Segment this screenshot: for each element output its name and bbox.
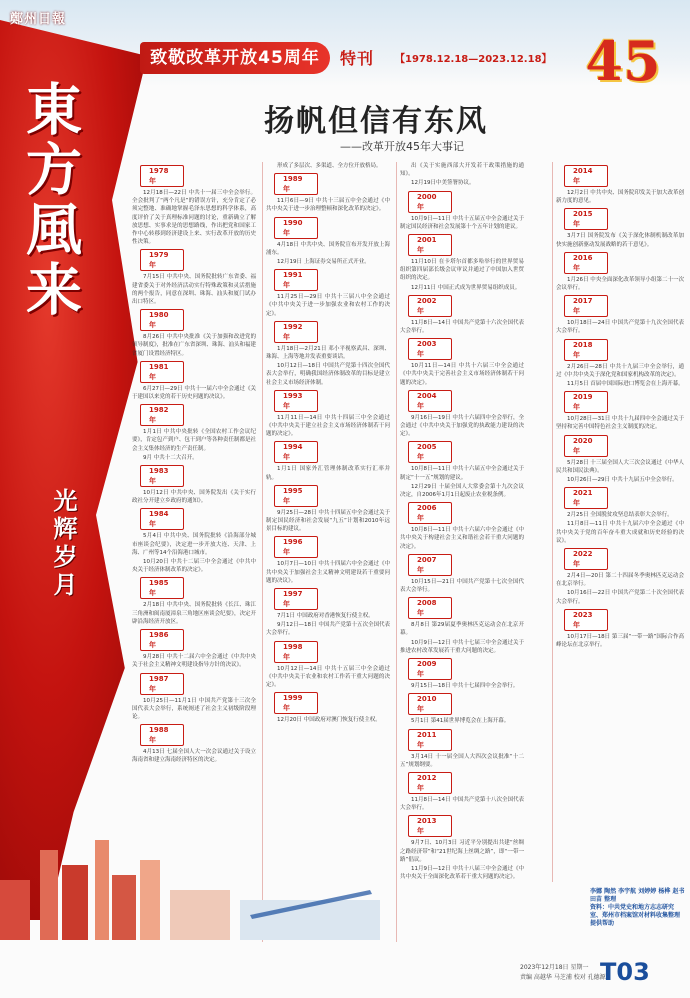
timeline-entry-text: 2月18日 中共中央、国务院批转《长江、珠江三角洲和闽南厦漳泉三角地区座谈会纪要》，决定开辟沿海经济开放区。 bbox=[132, 602, 256, 625]
year-heading: 2007年 bbox=[408, 554, 452, 576]
year-heading: 2018年 bbox=[564, 339, 608, 361]
year-heading: 2000年 bbox=[408, 191, 452, 213]
timeline-entry-text: 5月1日 第41届世界博览会在上海开幕。 bbox=[411, 718, 510, 725]
year-heading: 1982年 bbox=[140, 404, 184, 426]
year-heading: 1988年 bbox=[140, 724, 184, 746]
timeline-entry-text: 9月25日—28日 中共十四届五中全会通过关于制定国民经济和社会发展“九五”计划和2010年远景目标的建议。 bbox=[266, 509, 390, 533]
year-heading: 1978年 bbox=[140, 165, 184, 187]
year-heading: 1990年 bbox=[274, 217, 318, 239]
anniversary-number: 45 bbox=[585, 29, 661, 93]
timeline-entry-text: 10月8日—11日 中共十六届六中全会通过《中共中央关于构建社会主义和谐社会若干重大问题的决定》。 bbox=[400, 527, 524, 550]
timeline-entry-text: 1月1日 国家外汇管理体制改革实行汇率并轨。 bbox=[266, 466, 390, 481]
timeline-entry-text: 10月9日—11日 中共十五届五中全会通过关于制定国民经济和社会发展第十个五年计划的建议。 bbox=[400, 215, 524, 230]
year-heading: 1999年 bbox=[274, 692, 318, 714]
year-heading: 1993年 bbox=[274, 390, 318, 412]
year-heading: 2011年 bbox=[408, 729, 452, 751]
timeline-entry-text: 8月26日 中共中央批准《关于加强和改进党的领导制度》，批准在广东省深圳、珠海、汕头和福建省厦门设置经济特区。 bbox=[132, 334, 256, 357]
timeline-entry-text: 10月12日 中共中央、国务院发出《关于实行政社分开建立乡政府的通知》。 bbox=[132, 490, 256, 505]
column-divider bbox=[396, 162, 397, 942]
timeline-entry-text: 6月27日—29日 中共十一届六中全会通过《关于建国以来党的若干历史问题的决议》。 bbox=[132, 385, 256, 401]
editor-line: 责编 高越华 马芝浦 校对 孔德源 bbox=[520, 974, 606, 981]
year-heading: 2001年 bbox=[408, 234, 452, 256]
timeline-entry-text: 7月1日 中国政府对香港恢复行使主权。 bbox=[277, 613, 374, 620]
year-heading: 2013年 bbox=[408, 815, 452, 837]
year-heading: 2012年 bbox=[408, 772, 452, 794]
timeline-entry-text: 11月11日—14日 中共十四届三中全会通过《中共中央关于建立社会主义市场经济体制若干问题的决定》。 bbox=[266, 414, 390, 438]
timeline-entry-text: 10月7日—10日 中共十四届六中全会通过《中共中央关于加强社会主义精神文明建设若干重要问题的决议》。 bbox=[266, 561, 390, 584]
year-heading: 2004年 bbox=[408, 390, 452, 412]
timeline-entry-text: 4月13日 七届全国人大一次会议通过关于设立海南省和建立海南经济特区的决定。 bbox=[132, 749, 256, 764]
year-heading: 2021年 bbox=[564, 487, 608, 509]
column-divider bbox=[552, 162, 553, 882]
year-heading: 2022年 bbox=[564, 548, 608, 570]
timeline-entry-text: 12月20日 中国政府对澳门恢复行使主权。 bbox=[277, 717, 381, 724]
year-heading: 2010年 bbox=[408, 693, 452, 715]
timeline-entry-text: 1月1日 中共中央批转《全国农村工作会议纪要》，肯定包产到户、包干到户等各种责任制都是社会主义集体经济的生产责任制。 bbox=[132, 429, 256, 452]
year-heading: 2016年 bbox=[564, 252, 608, 274]
credits-block bbox=[590, 888, 685, 928]
timeline-entry-text: 10月20日 中共十二届三中全会通过《中共中央关于经济体制改革的决定》。 bbox=[132, 559, 256, 574]
source-note: 资料：中共党史和地方志志研究室、郑州市档案馆对材料收集整理提供帮助 bbox=[590, 904, 681, 927]
timeline-entry-text: 10月16日—22日 中国共产党第二十次全国代表大会举行。 bbox=[556, 590, 684, 605]
year-heading: 2003年 bbox=[408, 338, 452, 360]
timeline-entry-text: 12月18日—22日 中共十一届三中全会举行。全会批判了“两个凡是”的错误方针，充分肯定了必须完整地、准确地掌握毛泽东思想的科学体系，高度评价了关于真理标准问题的讨论，重新确立了解放思想、实事求是的思想路线，作出把党和国家工作中心转移到经济建设上来、实行改革开放的历史性决策。 bbox=[132, 190, 256, 246]
year-heading: 1998年 bbox=[274, 641, 318, 663]
year-heading: 1991年 bbox=[274, 269, 318, 291]
timeline-entry-text: 10月9日—12日 中共十七届三中全会通过关于推进农村改革发展若干重大问题的决定。 bbox=[400, 639, 524, 654]
date-range: 【1978.12.18—2023.12.18】 bbox=[395, 54, 552, 65]
newspaper-masthead: 鄭州日報 bbox=[10, 12, 67, 27]
timeline-entry-text: 形成了多层次、多渠道、全方位开放格局。 bbox=[277, 163, 382, 169]
timeline-entry-text: 2月25日 全国脱贫攻坚总结表彰大会举行。 bbox=[567, 512, 673, 519]
year-heading: 2006年 bbox=[408, 502, 452, 524]
timeline-entry-text: 7月15日 中共中央、国务院批转广东省委、福建省委关于对外经济活动实行特殊政策和灵活措施的两个报告，同意在深圳、珠海、汕头和厦门试办出口特区。 bbox=[132, 274, 256, 306]
timeline-entry-text: 11月8日—11日 中共十九届六中全会通过《中共中央关于党的百年奋斗重大成就和历史经验的决议》。 bbox=[556, 521, 684, 544]
timeline-entry-text: 10月12日—14日 中共十五届三中全会通过《中共中央关于农业和农村工作若干重大问题的决定》。 bbox=[266, 665, 390, 689]
timeline-entry-text: 11月25日—29日 中共十三届八中全会通过《中共中央关于进一步加强农业和农村工作的决定》。 bbox=[266, 294, 390, 317]
timeline-entry-text: 10月25日—11月1日 中国共产党第十三次全国代表大会举行，系统阐述了社会主义初级阶段理论。 bbox=[132, 697, 256, 720]
timeline-entry-text: 9月12日—18日 中国共产党第十五次全国代表大会举行。 bbox=[266, 622, 390, 637]
timeline-entry-text: 11月10日 在卡塔尔首都多哈举行的世界贸易组织第四届部长级会议审议并通过了中国加入世贸组织的决定。 bbox=[400, 259, 524, 282]
column-name: 東方風来 bbox=[17, 80, 83, 320]
year-heading: 1979年 bbox=[140, 249, 184, 271]
year-heading: 2015年 bbox=[564, 208, 608, 230]
timeline-entry-text: 10月11日—14日 中共十六届三中全会通过《中共中央关于完善社会主义市场经济体制若干问题的决定》。 bbox=[400, 363, 524, 386]
year-heading: 2017年 bbox=[564, 295, 608, 317]
timeline-entry-text: 5月4日 中共中央、国务院批转《沿海部分城市座谈会纪要》，决定进一步开放大连、天津、上海、广州等14个沿海港口城市。 bbox=[132, 533, 256, 556]
article-title: 扬帆但信有东风 bbox=[264, 104, 488, 139]
year-heading: 1996年 bbox=[274, 536, 318, 558]
article-subtitle: ——改革开放45年大事记 bbox=[340, 140, 464, 153]
timeline-entry-text: 9月15日—18日 中共十七届四中全会举行。 bbox=[411, 683, 519, 690]
timeline-entry-text: 10月15日—21日 中国共产党第十七次全国代表大会举行。 bbox=[400, 578, 524, 594]
timeline-entry-text: 5月28日 十三届全国人大三次会议通过《中华人民共和国民法典》。 bbox=[556, 459, 684, 474]
timeline-entry-text: 1月26日 中央全面深化改革领导小组第二十一次会议举行。 bbox=[556, 276, 684, 292]
year-heading: 1986年 bbox=[140, 629, 184, 651]
timeline-entry-text: 11月6日—9日 中共十三届五中全会通过《中共中央关于进一步治理整顿和深化改革的决定》。 bbox=[266, 198, 390, 213]
year-heading: 1995年 bbox=[274, 485, 318, 507]
timeline-entry-text: 12月11日 中国正式成为世界贸易组织成员。 bbox=[411, 284, 521, 291]
timeline-entry-text: 9月7日、10月3日 习近平分别提出共建“丝绸之路经济带”和“21世纪海上丝绸之路”，即“一带一路”倡议。 bbox=[400, 840, 524, 863]
timeline-entry-text: 3月7日 国务院发布《关于深化体制机制改革加快实施创新驱动发展战略的若干意见》。 bbox=[556, 233, 684, 248]
timeline-entry-text: 9月16日—19日 中共十六届四中全会举行，全会通过《中共中央关于加强党的执政能力建设的决定》。 bbox=[400, 414, 524, 438]
timeline-entry-text: 4月18日 中共中央、国务院宣布开发开放上海浦东。 bbox=[266, 241, 390, 256]
year-heading: 1997年 bbox=[274, 588, 318, 610]
special-issue-label: 特刊 bbox=[340, 49, 375, 68]
timeline-entry-text: 11月8日—14日 中国共产党第十八次全国代表大会举行。 bbox=[400, 796, 524, 812]
timeline-entry-text: 11月5日 首届中国国际进口博览会在上海开幕。 bbox=[567, 381, 684, 388]
city-skyline-illustration bbox=[0, 820, 380, 940]
year-heading: 1984年 bbox=[140, 508, 184, 530]
year-heading: 1987年 bbox=[140, 673, 184, 695]
timeline-entry-text: 12月19日 上海证券交易所正式开业。 bbox=[277, 259, 370, 266]
timeline-entry-text: 10月17日—18日 第三届“一带一路”国际合作高峰论坛在北京举行。 bbox=[556, 633, 684, 649]
timeline-entry-text: 10月8日—11日 中共十六届五中全会通过关于制定“十一五”规划的建议。 bbox=[400, 466, 524, 481]
sub-column-name: 光辉岁月 bbox=[49, 488, 78, 600]
year-heading: 1983年 bbox=[140, 465, 184, 487]
timeline-entry-text: 3月14日 十一届全国人大四次会议批准“十二五”规划纲要。 bbox=[400, 753, 524, 768]
timeline-entry-text: 10月28日—31日 中共十九届四中全会通过关于坚持和完善中国特色社会主义制度的决定。 bbox=[556, 416, 684, 431]
issue-date: 2023年12月18日 星期一 bbox=[520, 964, 589, 971]
year-heading: 1992年 bbox=[274, 321, 318, 343]
timeline-entry-text: 11月9日—12日 中共十八届三中全会通过《中共中央关于全面深化改革若干重大问题的决定》。 bbox=[400, 865, 524, 881]
timeline-entry-text: 2月4日—20日 第二十四届冬季奥林匹克运动会在北京举行。 bbox=[556, 573, 684, 588]
timeline-entry-text: 2月26日—28日 中共十九届三中全会举行，通过《中共中央关于深化党和国家机构改革的决定》。 bbox=[556, 363, 684, 378]
timeline-entry-text: 10月26日—29日 中共十九届五中全会举行。 bbox=[567, 477, 678, 484]
year-heading: 1981年 bbox=[140, 361, 184, 383]
year-heading: 1989年 bbox=[274, 173, 318, 195]
timeline-entry-text: 12月29日 十届全国人大常委会第十九次会议决定，自2006年1月1日起废止农业税条例。 bbox=[400, 483, 524, 499]
year-heading: 2005年 bbox=[408, 441, 452, 463]
year-heading: 2008年 bbox=[408, 597, 452, 619]
page-number: T03 bbox=[600, 958, 650, 986]
timeline-entry-text: 9月 中共十二大召开。 bbox=[143, 454, 198, 461]
timeline-column-3 bbox=[400, 162, 524, 962]
timeline-entry-text: 11月8日—14日 中国共产党第十六次全国代表大会举行。 bbox=[400, 319, 524, 335]
credits-text: 李娜 陶然 李宇航 刘婷婷 杨桦 赵书 田苗 整理 bbox=[590, 888, 685, 903]
banner-title: 致敬改革开放45周年 bbox=[140, 42, 330, 74]
year-heading: 2009年 bbox=[408, 658, 452, 680]
timeline-entry-text: 10月18日—24日 中国共产党第十九次全国代表大会举行。 bbox=[556, 320, 684, 335]
year-heading: 2019年 bbox=[564, 391, 608, 413]
timeline-entry-text: 8月8日 第29届夏季奥林匹克运动会在北京开幕。 bbox=[400, 622, 524, 637]
year-heading: 1980年 bbox=[140, 309, 184, 331]
year-heading: 1985年 bbox=[140, 577, 184, 599]
year-heading: 2014年 bbox=[564, 165, 608, 187]
year-heading: 2002年 bbox=[408, 295, 452, 317]
timeline-entry-text: 12月2日 中共中央、国务院印发关于加大改革创新力度的意见。 bbox=[556, 190, 684, 205]
timeline-entry-text: 10月12日—18日 中国共产党第十四次全国代表大会举行，明确我国经济体制改革的目标是建立社会主义市场经济体制。 bbox=[266, 363, 390, 386]
timeline-entry-text: 9月28日 中共十二届六中全会通过《中共中央关于社会主义精神文明建设指导方针的决议》。 bbox=[132, 654, 256, 669]
timeline-entry-text: 出《关于实施西部大开发若干政策措施的通知》。 bbox=[400, 163, 524, 178]
year-heading: 1994年 bbox=[274, 441, 318, 463]
timeline-column-4 bbox=[556, 162, 684, 882]
year-heading: 2023年 bbox=[564, 609, 608, 631]
year-heading: 2020年 bbox=[564, 435, 608, 457]
timeline-entry-text: 12月19日中美签署协议。 bbox=[411, 180, 475, 187]
timeline-entry-text: 1月18日—2月21日 邓小平视察武昌、深圳、珠海、上海等地并发表重要谈话。 bbox=[266, 345, 390, 361]
